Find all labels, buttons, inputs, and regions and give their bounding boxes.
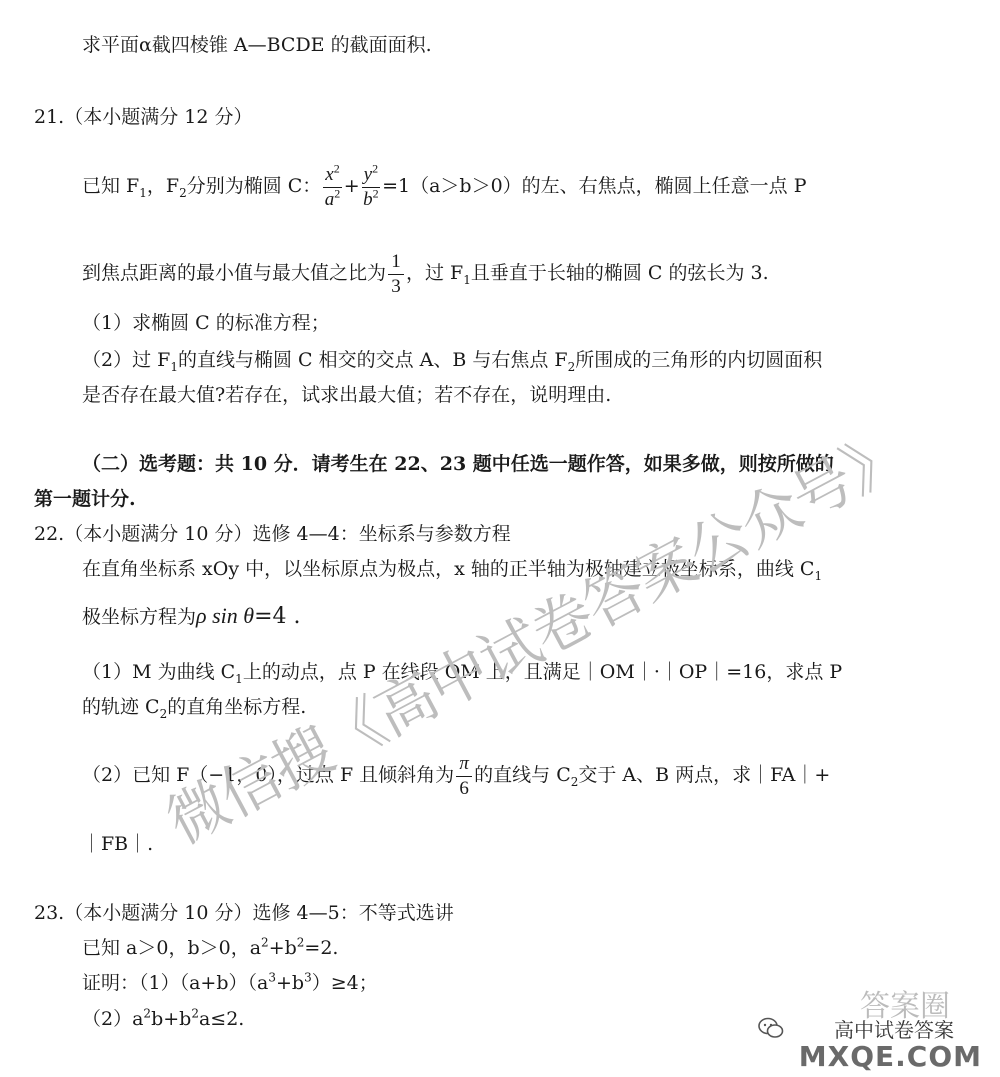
ellipse-fraction-y: $\frac{y^2}{b^2}$ <box>363 161 379 210</box>
q23-line2: 证明：$(1)(a+b)(a^3+b^3)\ge 4$； <box>82 970 378 994</box>
ratio-fraction: $\frac{1}{3}$ <box>388 250 404 299</box>
section2-heading: （二）选考题：共 10 分．请考生在 22、23 题中任选一题作答，如果多做，则按所做的 <box>82 453 834 475</box>
watermark-char: 搜 <box>260 714 346 805</box>
wechat-icon <box>758 1017 784 1039</box>
watermark-char: 卷 <box>520 579 606 670</box>
watermark-char: 号 <box>780 444 866 535</box>
q21-part2: （2）过 $F_1$的直线与椭圆 C 相交的交点 A、B 与右焦点 $F_2$所围成的三角形的内切圆面积 <box>82 349 823 374</box>
q21-line1: 已知 $F_1$，$F_2$分别为椭圆 C： $\frac{x^2}{a^2}$ + $\frac{y^2}{b^2}$ =1（a＞b＞0）的左、右焦点，椭圆上任意一点 P <box>82 161 807 210</box>
brand-label: 高中试卷答案 <box>834 1018 954 1042</box>
q22-part2: （2）已知 F（−1，0），过点 F 且倾斜角为 $\frac{\pi}{6}$ 的直线与 $C_2$交于 A、B 两点，求｜FA｜+ <box>82 752 831 799</box>
q23-line1: 已知 a＞0，b＞0，$a^2+b^2=2$. <box>82 935 339 959</box>
watermark-char: 公 <box>676 498 762 589</box>
brand-mark <box>750 989 990 1073</box>
watermark-char: 信 <box>208 741 294 832</box>
watermark-char: 《 <box>312 687 398 778</box>
q21-line2: 到焦点距离的最小值与最大值之比为 $\frac{1}{3}$ ，过 $F_1$且垂直于长轴的椭圆 C 的弦长为 3. <box>82 250 769 297</box>
brand-stamp: 答案圈 <box>860 989 950 1024</box>
watermark-char: 众 <box>728 471 814 562</box>
q21-header: 21.（本小题满分 12 分） <box>34 106 253 128</box>
watermark-char: 试 <box>468 606 554 697</box>
q21-part1: （1）求椭圆 C 的标准方程； <box>82 312 330 334</box>
q22-line1: 在直角坐标系 xOy 中，以坐标原点为极点，x 轴的正半轴为极轴建立极坐标系，曲线 $C_1$ <box>82 558 823 583</box>
q22-part1: （1）M 为曲线 $C_1$上的动点，点 P 在线段 OM 上，且满足｜OM｜·｜OP｜=16，求点 P <box>82 661 843 686</box>
q21-part2-cont: 是否存在最大值?若存在，试求出最大值；若不存在，说明理由. <box>82 384 612 406</box>
watermark-char: 高 <box>364 660 450 751</box>
q23-line3: $(2)a^2b+b^2a\le 2$. <box>82 1006 245 1030</box>
watermark-char: 微 <box>156 768 242 859</box>
brand-domain: MXQE.COM <box>798 1040 982 1073</box>
ellipse-fraction-x: $\frac{x^2}{a^2}$ <box>324 161 341 210</box>
q22-line2: 极坐标方程为ρ sin θ=4 . <box>82 603 301 629</box>
section2-heading-cont: 第一题计分. <box>34 488 136 510</box>
q23-header: 23.（本小题满分 10 分）选修 4—5：不等式选讲 <box>34 902 454 924</box>
q22-header: 22.（本小题满分 10 分）选修 4—4：坐标系与参数方程 <box>34 523 511 545</box>
top-line: 求平面α截四棱锥 A—BCDE 的截面面积. <box>82 34 432 56</box>
watermark-char: 案 <box>624 525 710 616</box>
q22-part1-cont: 的轨迹 $C_2$的直角坐标方程. <box>82 696 307 721</box>
q22-part2-cont: ｜FB｜. <box>82 833 154 855</box>
watermark-char: 中 <box>416 633 502 724</box>
watermark-char: 答 <box>572 552 658 643</box>
watermark-char: 》 <box>832 417 918 508</box>
angle-fraction: $\frac{\pi}{6}$ <box>456 752 472 801</box>
